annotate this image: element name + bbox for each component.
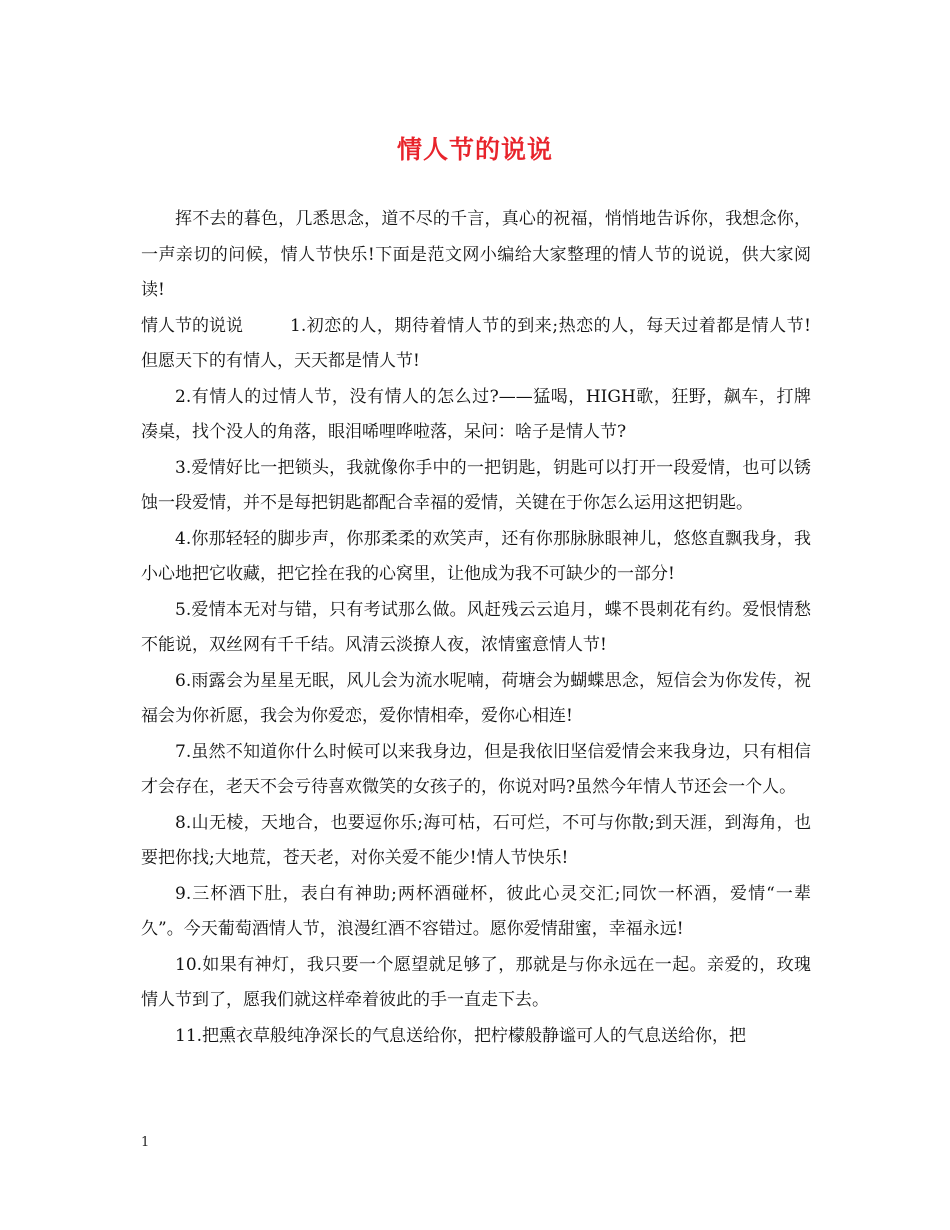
list-item: 9.三杯酒下肚，表白有神助;两杯酒碰杯，彼此心灵交汇;同饮一杯酒，爱情“一辈久”。今天葡萄酒情人节，浪漫红酒不容错过。愿你爱情甜蜜，幸福永远! — [141, 883, 811, 939]
intro-paragraph: 挥不去的暮色，几悉思念，道不尽的千言，真心的祝福，悄悄地告诉你，我想念你，一声亲切的问候，情人节快乐!下面是范文网小编给大家整理的情人节的说说，供大家阅读! — [141, 209, 811, 300]
list-item — [141, 309, 811, 380]
list-item-text: 1.初恋的人，期待着情人节的到来;热恋的人，每天过着都是情人节!但愿天下的有情人，天天都是情人节! — [141, 315, 811, 371]
list-item: 6.雨露会为星星无眠，风儿会为流水呢喃，荷塘会为蝴蝶思念，短信会为你发传，祝福会为你祈愿，我会为你爱恋，爱你情相牵，爱你心相连! — [141, 670, 811, 726]
list-item: 2.有情人的过情人节，没有情人的怎么过?——猛喝，HIGH歌，狂野，飙车，打牌凑桌，找个没人的角落，眼泪唏哩哗啦落，呆问：啥子是情人节? — [141, 386, 811, 442]
list-item: 4.你那轻轻的脚步声，你那柔柔的欢笑声，还有你那脉脉眼神儿，悠悠直飘我身，我小心地把它收藏，把它拴在我的心窝里，让他成为我不可缺少的一部分! — [141, 528, 811, 584]
list-item: 11.把熏衣草般纯净深长的气息送给你，把柠檬般静谧可人的气息送给你，把 — [175, 1025, 747, 1046]
list-item: 10.如果有神灯，我只要一个愿望就足够了，那就是与你永远在一起。亲爱的，玫瑰情人节到了，愿我们就这样牵着彼此的手一直走下去。 — [141, 954, 811, 1010]
article-body — [141, 202, 811, 1054]
list-item: 7.虽然不知道你什么时候可以来我身边，但是我依旧坚信爱情会来我身边，只有相信才会存在，老天不会亏待喜欢微笑的女孩子的，你说对吗?虽然今年情人节还会一个人。 — [141, 741, 811, 797]
page-title: 情人节的说说 — [396, 135, 553, 164]
list-item: 8.山无棱，天地合，也要逗你乐;海可枯，石可烂，不可与你散;到天涯，到海角，也要把你找;大地荒，苍天老，对你关爱不能少!情人节快乐! — [141, 812, 811, 868]
page-number: 1 — [141, 1135, 150, 1150]
list-item: 5.爱情本无对与错，只有考试那么做。风赶残云云追月，蝶不畏刺花有约。爱恨情愁不能说，双丝网有千千结。风清云淡撩人夜，浓情蜜意情人节! — [141, 599, 811, 655]
section-heading: 情人节的说说 — [141, 315, 243, 336]
list-item: 3.爱情好比一把锁头，我就像你手中的一把钥匙，钥匙可以打开一段爱情，也可以锈蚀一段爱情，并不是每把钥匙都配合幸福的爱情，关键在于你怎么运用这把钥匙。 — [141, 457, 811, 513]
